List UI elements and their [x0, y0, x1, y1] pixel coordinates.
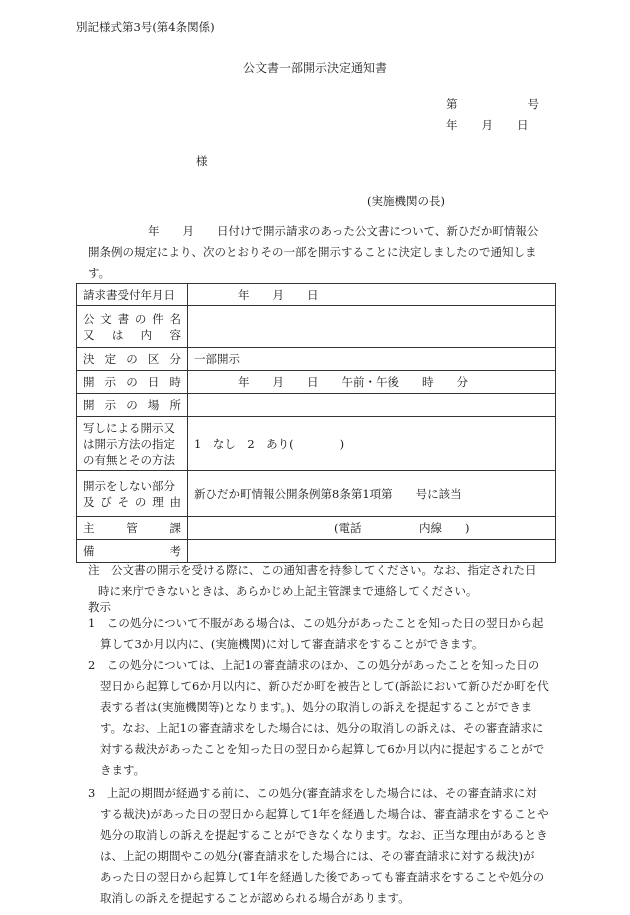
- row-label: 開 示 の 場 所: [77, 394, 188, 417]
- decision-table: [76, 283, 556, 563]
- issuer: (実施機関の長): [367, 194, 445, 208]
- row-value: 1 なし 2 あり( ): [188, 417, 556, 471]
- row-label: 請求書受付年月日: [77, 284, 188, 306]
- row-label: 決 定 の 区 分: [77, 348, 188, 371]
- table-row: [77, 517, 556, 540]
- row-value: 年 月 日: [188, 284, 556, 306]
- body-line: 開条例の規定により、次のとおりその一部を開示することに決定しましたので通知しま: [88, 245, 537, 259]
- row-value: [188, 394, 556, 417]
- date-day: 日: [517, 118, 529, 132]
- table-row: [77, 348, 556, 371]
- body-line: す。: [88, 266, 111, 280]
- notice-body: [88, 221, 558, 284]
- table-row: [77, 471, 556, 517]
- row-label: 備 考: [77, 540, 188, 563]
- table-row: [77, 371, 556, 394]
- note-line: 注 公文書の開示を受ける際に、この通知書を持参してください。なお、指定された日: [88, 563, 537, 577]
- date-year: 年: [446, 118, 458, 132]
- document-number: [446, 96, 539, 112]
- table-row: [77, 306, 556, 348]
- table-row: [77, 284, 556, 306]
- date-month: 月: [481, 118, 493, 132]
- note: [88, 560, 537, 602]
- row-label: 主 管 課: [77, 517, 188, 540]
- instructions-heading: 教示: [88, 600, 111, 614]
- document-title: 公文書一部開示決定通知書: [242, 61, 387, 75]
- row-value: 一部開示: [188, 348, 556, 371]
- table-row: [77, 417, 556, 471]
- instruction-item: 1 この処分について不服がある場合は、この処分があったことを知った日の翌日から起 算して3か月以内に、(実施機関)に対して審査請求をすることができます。: [88, 616, 544, 651]
- row-label: 開 示 の 日 時: [77, 371, 188, 394]
- row-value: 年 月 日 午前・午後 時 分: [188, 371, 556, 394]
- instruction-item: 2 この処分については、上記1の審査請求のほか、この処分があったことを知った日の 翌日から起算して6か月以内に、新ひだか町を被告として(訴訟において新ひだか町を代 表する者は(実施機関等)となります。)、処分の取消しの訴えを提起することができま す。なお、上記1の審査請求をした場合には、処分の取消しの訴えは、その審査請求に 対する裁決があったことを知った日の翌日から起算して6か月以内に提起することがで きます。: [88, 658, 549, 777]
- row-label: 公 文 書 の 件 名 又 は 内 容: [77, 306, 188, 348]
- row-value: [188, 306, 556, 348]
- note-line: 時に来庁できないときは、あらかじめ上記主管課まで連絡してください。: [98, 584, 478, 598]
- addressee: 様: [196, 154, 208, 168]
- row-value: 新ひだか町情報公開条例第8条第1項第 号に該当: [188, 471, 556, 517]
- instruction-item: 3 上記の期間が経過する前に、この処分(審査請求をした場合には、その審査請求に対 する裁決)があった日の翌日から起算して1年を経過した場合は、審査請求をすることや 処分の取消しの訴えを提起することができなくなります。なお、正当な理由があるとき は、上記の期間やこの処分(審査請求をした場合には、その審査請求に対する裁決)が あった日の翌日から起算して1年を経過した後であっても審査請求をすることや処分の 取消しの訴えを提起することが認められる場合があります。: [88, 786, 549, 905]
- document-date: [446, 117, 529, 133]
- row-label: 開示をしない部分 及 び そ の 理 由: [77, 471, 188, 517]
- number-prefix: 第: [446, 97, 458, 111]
- row-label: 写しによる開示又 は開示方法の指定 の有無とその方法: [77, 417, 188, 471]
- number-suffix: 号: [527, 97, 539, 111]
- table-row: [77, 394, 556, 417]
- form-label: 別記様式第3号(第4条関係): [76, 20, 215, 34]
- body-line: 年 月 日付けで開示請求のあった公文書について、新ひだか町情報公: [148, 224, 539, 238]
- row-value: (電話 内線 ): [188, 517, 556, 540]
